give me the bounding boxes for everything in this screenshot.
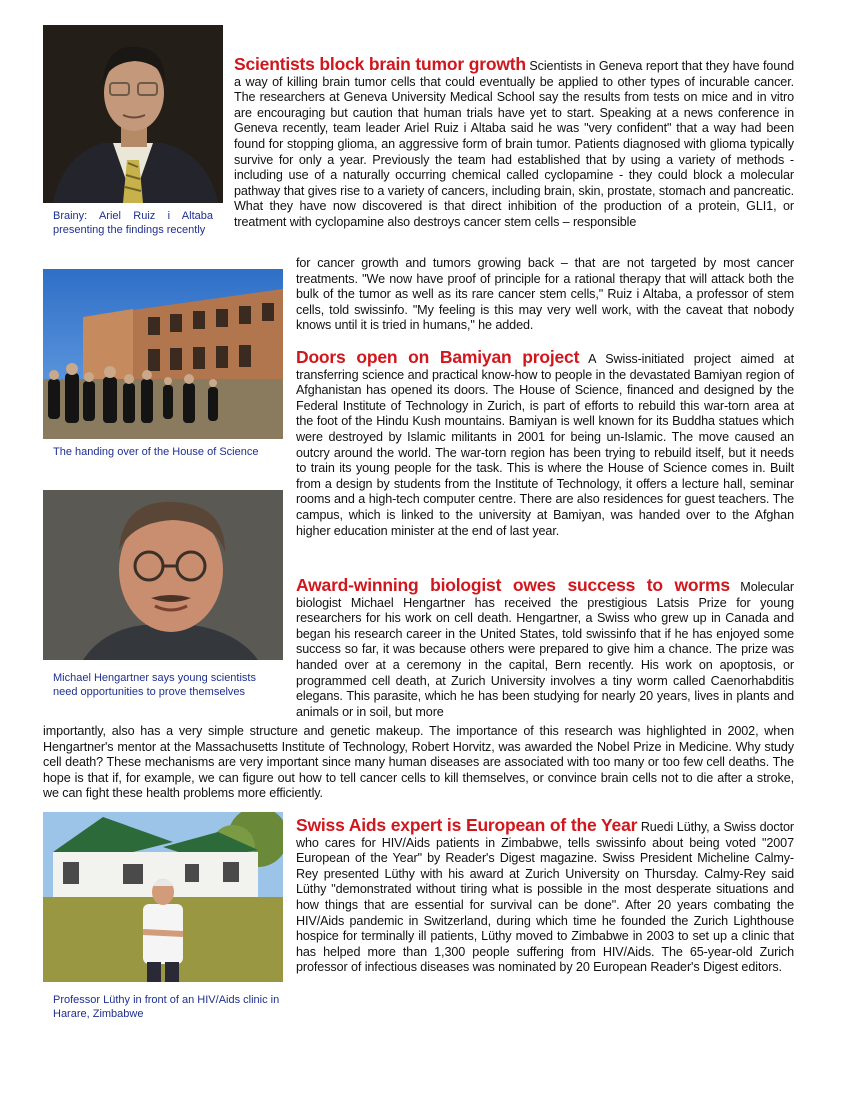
photo-ariel-ruiz-i-altaba (43, 25, 223, 203)
article-hengartner-continued (43, 724, 794, 802)
article-body-luthy: Ruedi Lüthy, a Swiss doctor who cares for HIV/Aids patients in Zimbabwe, tells swissinfo about being voted "2007 European of the Year" by Reader's Digest magazine. Swiss President Micheline Calmy-Rey presented Lüthy with his award at Zurich University on Thursday. Calmy-Rey said Lüthy "demonstrated without tiring what is possible in the most desperate situations and how things that are essential for survival can be done". After 20 years combating the HIV/Aids pandemic in Switzerland, during which time he founded the Zurich Lighthouse hospice for terminally ill patients, Lüthy moved to Zimbabwe in 2003 to set up a clinic that has helped more than 1,300 people suffering from HIV/Aids. The 65-year-old Zurich professor of infectious diseases was nominated by 20 European Reader's Digest editors. (296, 820, 794, 975)
caption-house-of-science: The handing over of the House of Science (53, 446, 259, 458)
caption-ruedi-luthy: Professor Lüthy in front of an HIV/Aids clinic in Harare, Zimbabwe (53, 994, 280, 1020)
article-brain-tumor (234, 54, 794, 231)
article-body-hengartner: Molecular biologist Michael Hengartner has received the prestigious Latsis Prize for young researchers for his work on cell death. Hengartner, a Swiss who grew up in Canada and began his research career in the United States, told swissinfo that if he has enjoyed some success so far, it was because others were prepared to give him a chance. The prize was handed over at a ceremony in the capital, Bern recently. His work on apoptosis, or programmed cell death, at Zurich University involves a tiny worm called Caenorhabditis elegans. This parasite, which he has been studying for nearly 20 years, lives in plants and animals or in soil, but more (296, 580, 794, 719)
article-body-brain-tumor-continued: for cancer growth and tumors growing back – that are not targeted by most cancer treatments. "We now have proof of principle for a rational therapy that will attack both the bulk of the tumor as well as its rare cancer stem cells," Ruiz i Altaba, a professor of stem cells, told swissinfo. "My feeling is this may very well work, with the caveat that nobody knows until it is tried in humans," he added. (296, 256, 794, 333)
article-brain-tumor-continued (296, 256, 794, 334)
article-body-hengartner-continued: importantly, also has a very simple structure and genetic makeup. The importance of this research was highlighted in 2002, when Hengartner's mentor at the Massachusetts Institute of Technology, Robert Horvitz, was awarded the Nobel Prize in Medicine. Why study cell death? These mechanisms are very important since many human diseases are associated with too many or too few cell deaths. The hope is that if, for example, we can figure out how to tell cancer cells to kill themselves, or convince brain cells not to die after a stroke, we can fight these health problems more efficiently. (43, 724, 794, 801)
article-body-brain-tumor: Scientists in Geneva report that they have found a way of killing brain tumor cells that could eventually be applied to other types of incurable cancer. The researchers at Geneva University Medical School say the results from tests on mice and in vitro are encouraging but caution that human trials have yet to start. Speaking at a news conference in Geneva recently, team leader Ariel Ruiz i Altaba said he was "very confident" that a way had been found for stopping glioma, an aggressive form of brain tumor. Patients diagnosed with glioma typically survive for only a year. Previously the team had established that by using a variety of methods - including use of a naturally occurring chemical called cyclopamine - they could block a molecular pathway that gives rise to a variety of cancers, including brain, skin, prostate, stomach and pancreatic. What they have now discovered is that direct inhibition of the production of a protein, GLI1, or treatment with cyclopamine also destroys cancer stem cells – responsible (234, 59, 794, 229)
photo-house-of-science (43, 269, 283, 439)
article-bamiyan (296, 347, 794, 539)
caption-michael-hengartner: Michael Hengartner says young scientists need opportunities to prove themselves (53, 672, 256, 698)
article-luthy (296, 815, 794, 976)
headline-luthy: Swiss Aids expert is European of the Year (296, 815, 638, 835)
photo-michael-hengartner (43, 490, 283, 660)
headline-bamiyan: Doors open on Bamiyan project (296, 347, 580, 367)
headline-hengartner: Award-winning biologist owes success to worms (296, 575, 730, 595)
article-hengartner (296, 575, 794, 720)
caption-ariel-ruiz-i-altaba: Brainy: Ariel Ruiz i Altaba presenting the findings recently (53, 210, 213, 236)
headline-brain-tumor: Scientists block brain tumor growth (234, 54, 526, 74)
photo-ruedi-luthy (43, 812, 283, 982)
article-body-bamiyan: A Swiss-initiated project aimed at transferring science and practical know-how to people in the devastated Bamiyan region of Afghanistan has opened its doors. The House of Science, financed and designed by the Federal Institute of Technology in Zurich, is part of efforts to rebuild this war-torn area at the foot of the Hindu Kush mountains. Bamiyan is well known for its Buddha statues which were destroyed by Islamic militants in 2001 for being un-Islamic. The move caused an outcry around the world. The war-torn region has been trying to rebuild itself, but it needs to train its young people for the task. This is where the House of Science comes in. Built from a design by students from the Institute of Technology, it offers a lecture hall, seminar rooms and a high-tech computer centre. There are also residences for guest teachers. The campus, which is linked to the university at Bamiyan, was handed over to the Afghan higher education minister at the end of last year. (296, 352, 794, 538)
